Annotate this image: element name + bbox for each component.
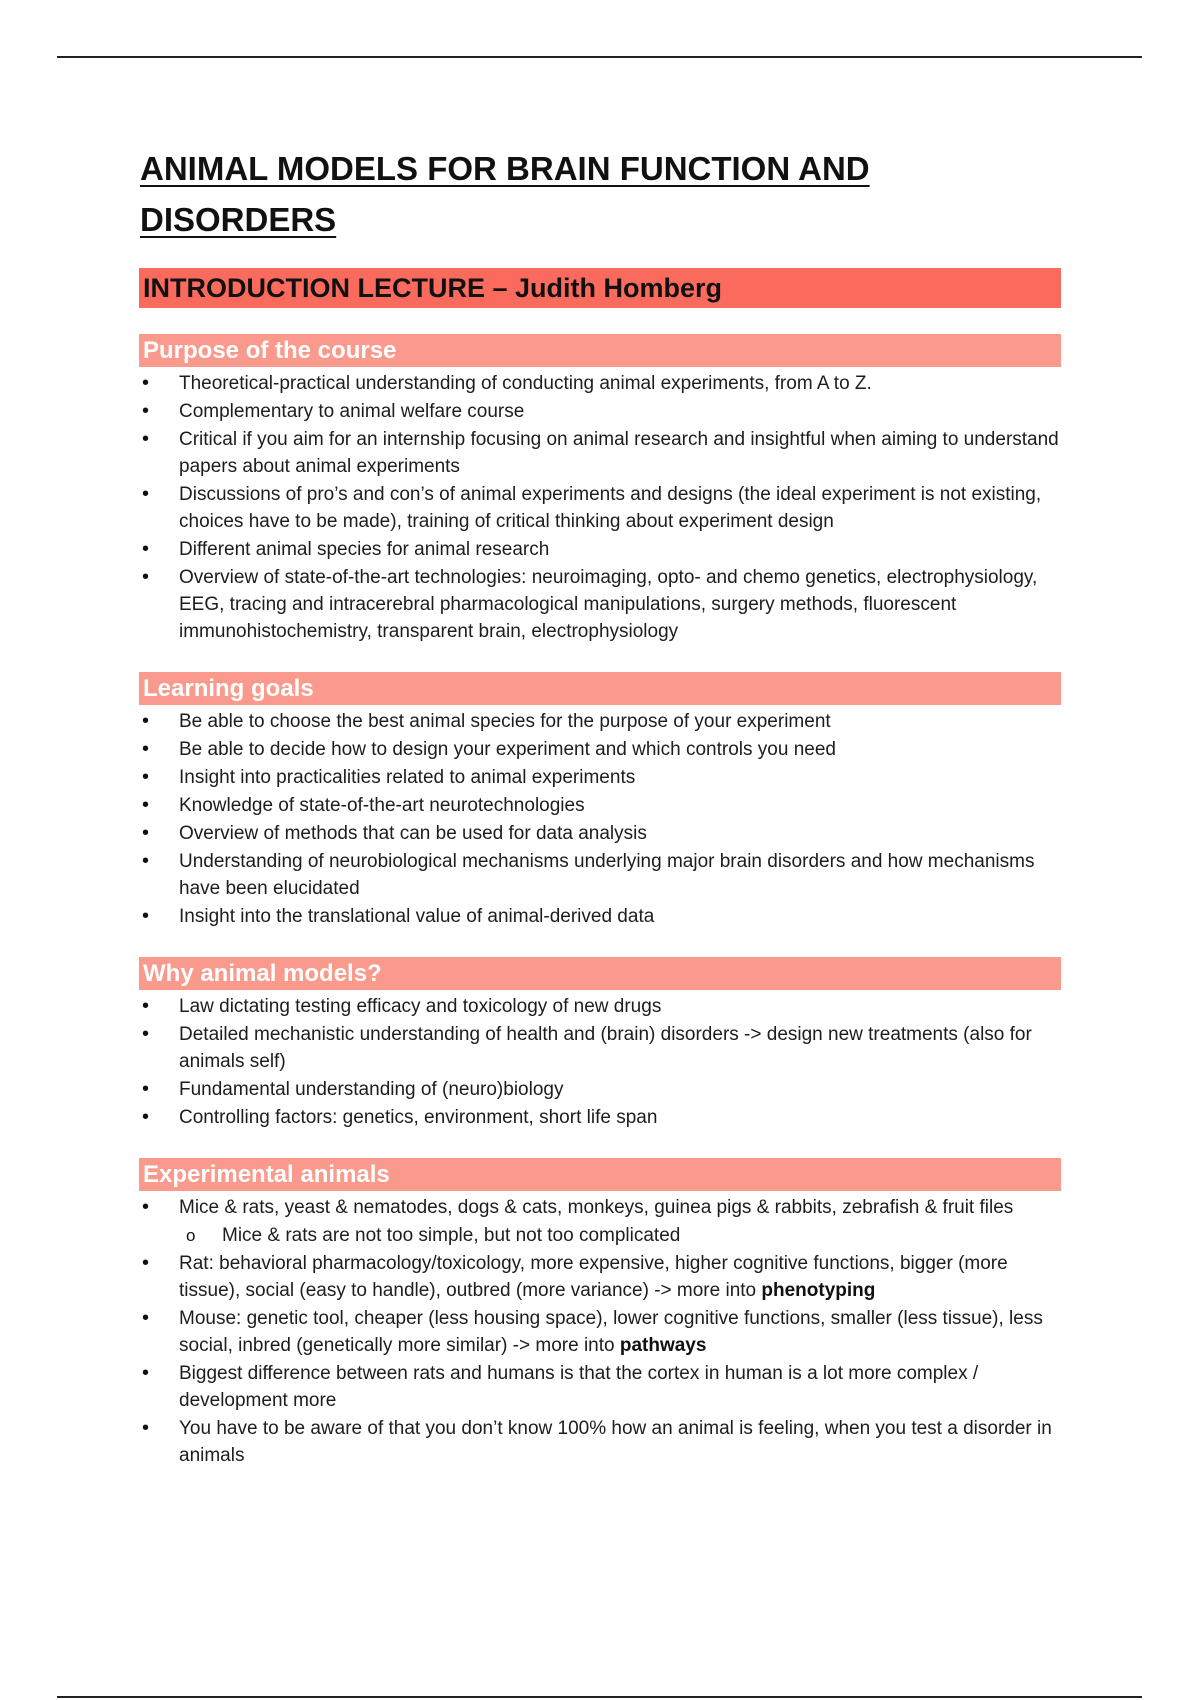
bullet-list <box>140 993 1062 1131</box>
bullet-list <box>140 1194 1062 1469</box>
list-item <box>140 1305 1062 1359</box>
section-learning-goals <box>140 672 1062 930</box>
list-item <box>140 1250 1062 1304</box>
bold-term: pathways <box>619 1335 707 1356</box>
section-heading: Experimental animals <box>139 1158 1061 1191</box>
list-item: • Different animal species for animal research <box>140 536 1062 563</box>
list-item: • Biggest difference between rats and humans is that the cortex in human is a lot more complex / development more <box>140 1360 1062 1414</box>
lecture-banner: INTRODUCTION LECTURE – Judith Homberg <box>139 268 1061 308</box>
title-line-1: ANIMAL MODELS FOR BRAIN FUNCTION AND <box>140 150 870 187</box>
list-item: • Be able to decide how to design your experiment and which controls you need <box>140 736 1062 763</box>
section-why-animal-models <box>140 957 1062 1131</box>
list-item: • Insight into practicalities related to animal experiments <box>140 764 1062 791</box>
list-item: • Mice & rats, yeast & nematodes, dogs & cats, monkeys, guinea pigs & rabbits, zebrafish & fruit files <box>140 1194 1062 1221</box>
list-item: • Fundamental understanding of (neuro)biology <box>140 1076 1062 1103</box>
list-item: • Insight into the translational value of animal-derived data <box>140 903 1062 930</box>
list-item: • Overview of methods that can be used for data analysis <box>140 820 1062 847</box>
list-item: • Understanding of neurobiological mechanisms underlying major brain disorders and how mechanisms have been elucidated <box>140 848 1062 902</box>
item-text: Mouse: genetic tool, cheaper (less housing space), lower cognitive functions, smaller (less tissue), less social, inbred (genetically more similar) -> more into <box>179 1308 1043 1356</box>
section-heading: Why animal models? <box>139 957 1061 990</box>
list-item: • Discussions of pro’s and con’s of animal experiments and designs (the ideal experiment is not existing, choices have to be made), training of critical thinking about experiment design <box>140 481 1062 535</box>
bullet-list <box>140 708 1062 930</box>
document-body <box>140 143 1062 1470</box>
list-item: • Theoretical-practical understanding of conducting animal experiments, from A to Z. <box>140 370 1062 397</box>
sub-list-item: o Mice & rats are not too simple, but not too complicated <box>140 1222 1062 1249</box>
bottom-rule <box>57 1696 1142 1698</box>
list-item: • You have to be aware of that you don’t know 100% how an animal is feeling, when you test a disorder in animals <box>140 1415 1062 1469</box>
document-title <box>140 143 1062 245</box>
section-heading: Purpose of the course <box>139 334 1061 367</box>
list-item: • Be able to choose the best animal species for the purpose of your experiment <box>140 708 1062 735</box>
item-text: Rat: behavioral pharmacology/toxicology, more expensive, higher cognitive functions, bigger (more tissue), social (easy to handle), outbred (more variance) -> more into <box>179 1253 1008 1301</box>
list-item: • Controlling factors: genetics, environment, short life span <box>140 1104 1062 1131</box>
list-item: • Overview of state-of-the-art technologies: neuroimaging, opto- and chemo genetics, electrophysiology, EEG, tracing and intracerebral pharmacological manipulations, surgery methods, fluorescent immunohistochemistry, transparent brain, electrophysiology <box>140 564 1062 645</box>
title-line-2: DISORDERS <box>140 201 337 238</box>
list-item: • Knowledge of state-of-the-art neurotechnologies <box>140 792 1062 819</box>
list-item: • Critical if you aim for an internship focusing on animal research and insightful when aiming to understand papers about animal experiments <box>140 426 1062 480</box>
section-heading: Learning goals <box>139 672 1061 705</box>
bullet-list <box>140 370 1062 645</box>
list-item: • Complementary to animal welfare course <box>140 398 1062 425</box>
list-item: • Law dictating testing efficacy and toxicology of new drugs <box>140 993 1062 1020</box>
section-experimental-animals <box>140 1158 1062 1469</box>
top-rule <box>57 56 1142 58</box>
list-item: • Detailed mechanistic understanding of health and (brain) disorders -> design new treatments (also for animals self) <box>140 1021 1062 1075</box>
bold-term: phenotyping <box>761 1280 876 1301</box>
section-purpose <box>140 334 1062 645</box>
